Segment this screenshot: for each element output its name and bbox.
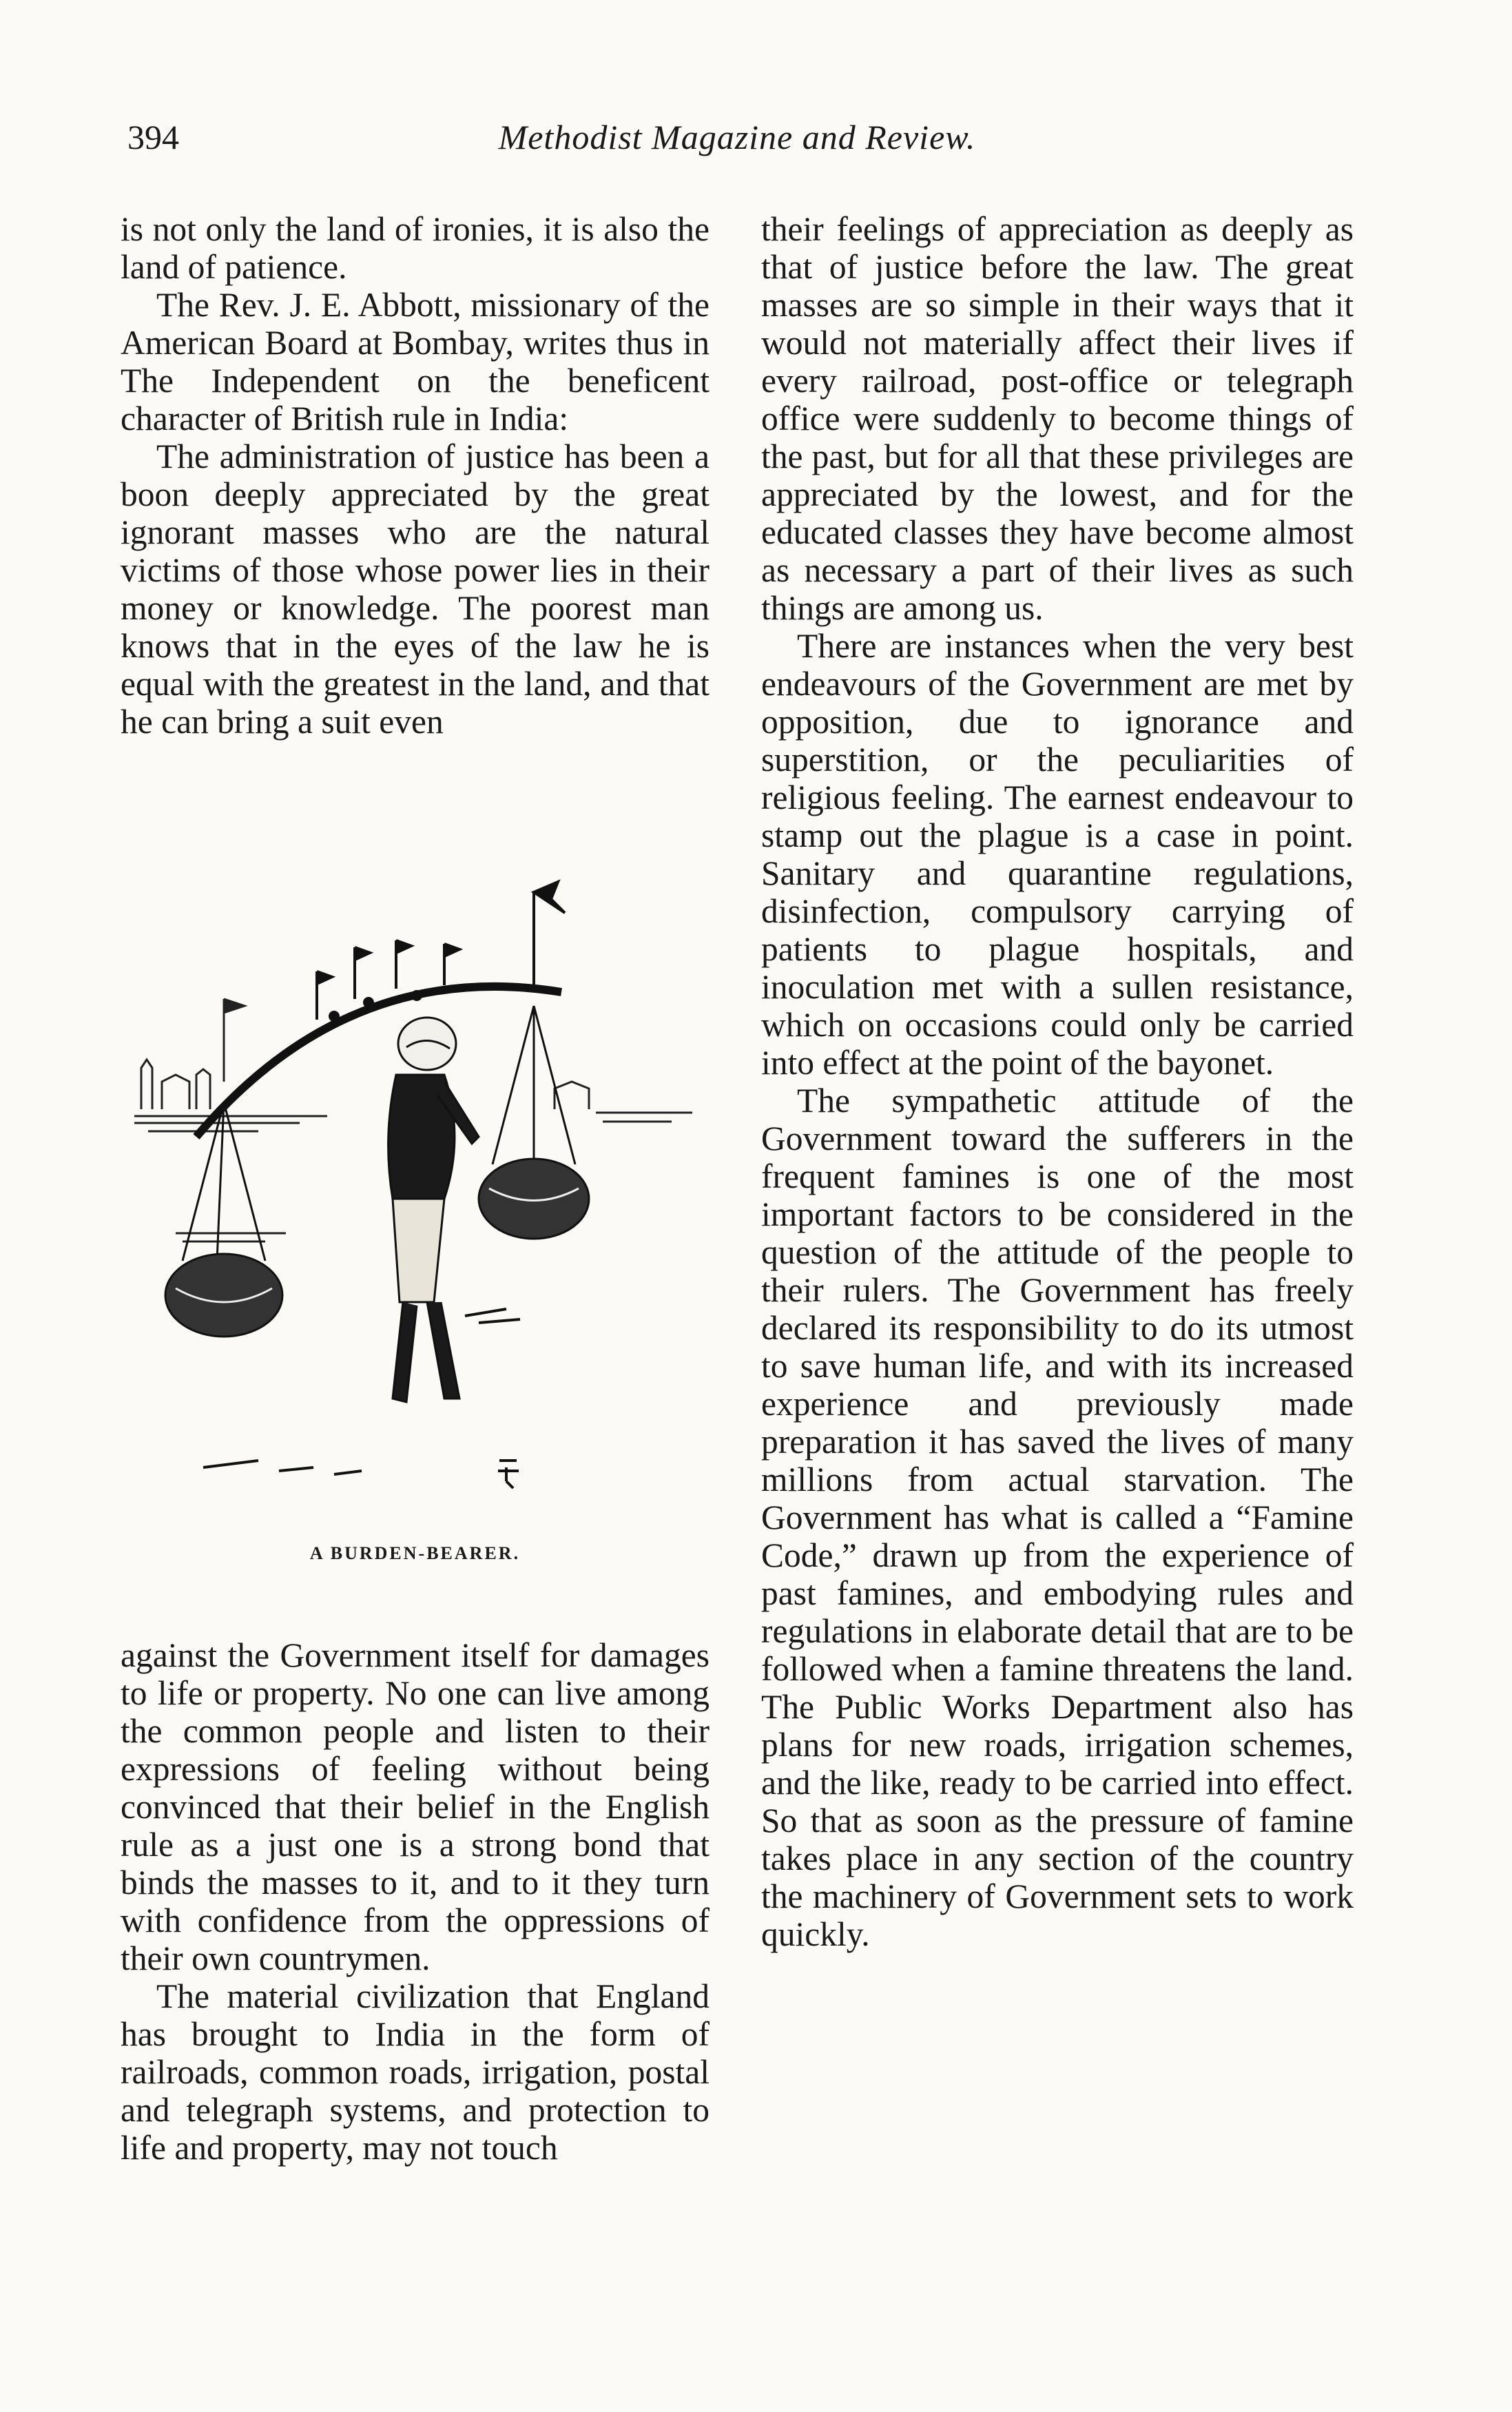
- right-basket: [479, 1006, 589, 1239]
- paragraph: The sympathetic attitude of the Government toward the sufferers in the frequent famines is one of the most important factors to be considered in the question of the attitude of the people to their rulers. The Government has freely declared its responsibility to do its utmost to save human life, and with its increased experience and previously made preparation it has saved the lives of many millions from actual starvation. The Government has what is called a “Famine Code,” drawn up from the experience of past famines, and embodying rules and regulations in elaborate detail that are to be followed when a famine threatens the land. The Public Works Department also has plans for new roads, irrigation schemes, and the like, ready to be carried into effect. So that as soon as the pressure of famine takes place in any section of the country the machinery of Government sets to work quickly.: [761, 1082, 1354, 1953]
- paragraph: against the Government itself for damages to life or property. No one can live among the common people and listen to their expressions of feeling without being convinced that their belief in the English rule as a just one is a strong bond that binds the masses to it, and to it they turn with confidence from the oppressions of their own countrymen.: [121, 1636, 710, 1977]
- right-column: [761, 210, 1354, 1953]
- paragraph: There are instances when the very best endeavours of the Government are met by opposition, due to ignorance and superstition, or the peculiarities of religious feeling. The earnest endeavour to stamp out the plague is a case in point. Sanitary and quarantine regulations, disinfection, compulsory carrying of patients to plague hospitals, and inoculation met with a sullen resistance, which on occasions could only be carried into effect at the point of the bayonet.: [761, 627, 1354, 1082]
- paragraph: their feelings of appreciation as deeply as that of justice before the law. The great masses are so simple in their ways that it would not materially affect their lives if every railroad, post-office or telegraph office were suddenly to become things of the past, but for all that these privileges are appreciated by the lowest, and for the educated classes they have become almost as necessary a part of their lives as such things are among us.: [761, 210, 1354, 627]
- page-header: [114, 117, 1360, 165]
- paragraph: The Rev. J. E. Abbott, missionary of the American Board at Bombay, writes thus in The Independent on the beneficent character of British rule in India:: [121, 286, 710, 437]
- porter-figure: [389, 1018, 479, 1402]
- pole-flags: [317, 882, 565, 1020]
- figure-caption: A BURDEN-BEARER.: [309, 1543, 521, 1563]
- illustration-figure: [121, 875, 710, 1578]
- paragraph: is not only the land of ironies, it is also the land of patience.: [121, 210, 710, 286]
- left-column-top: [121, 210, 710, 741]
- burden-bearer-illustration: [121, 875, 710, 1536]
- ground-marks: [203, 1309, 520, 1488]
- paragraph: The material civilization that England has brought to India in the form of railroads, common roads, irrigation, postal and telegraph systems, and protection to life and property, may not touch: [121, 1977, 710, 2167]
- left-basket: [165, 1102, 282, 1337]
- page-number: 394: [127, 118, 179, 156]
- paragraph: The administration of justice has been a boon deeply appreciated by the great ignorant masses who are the natural victims of those whose power lies in their money or knowledge. The poorest man knows that in the eyes of the law he is equal with the greatest in the land, and that he can bring a suit even: [121, 437, 710, 741]
- left-column-bottom: [121, 1636, 710, 2167]
- running-title: Methodist Magazine and Review.: [498, 118, 976, 156]
